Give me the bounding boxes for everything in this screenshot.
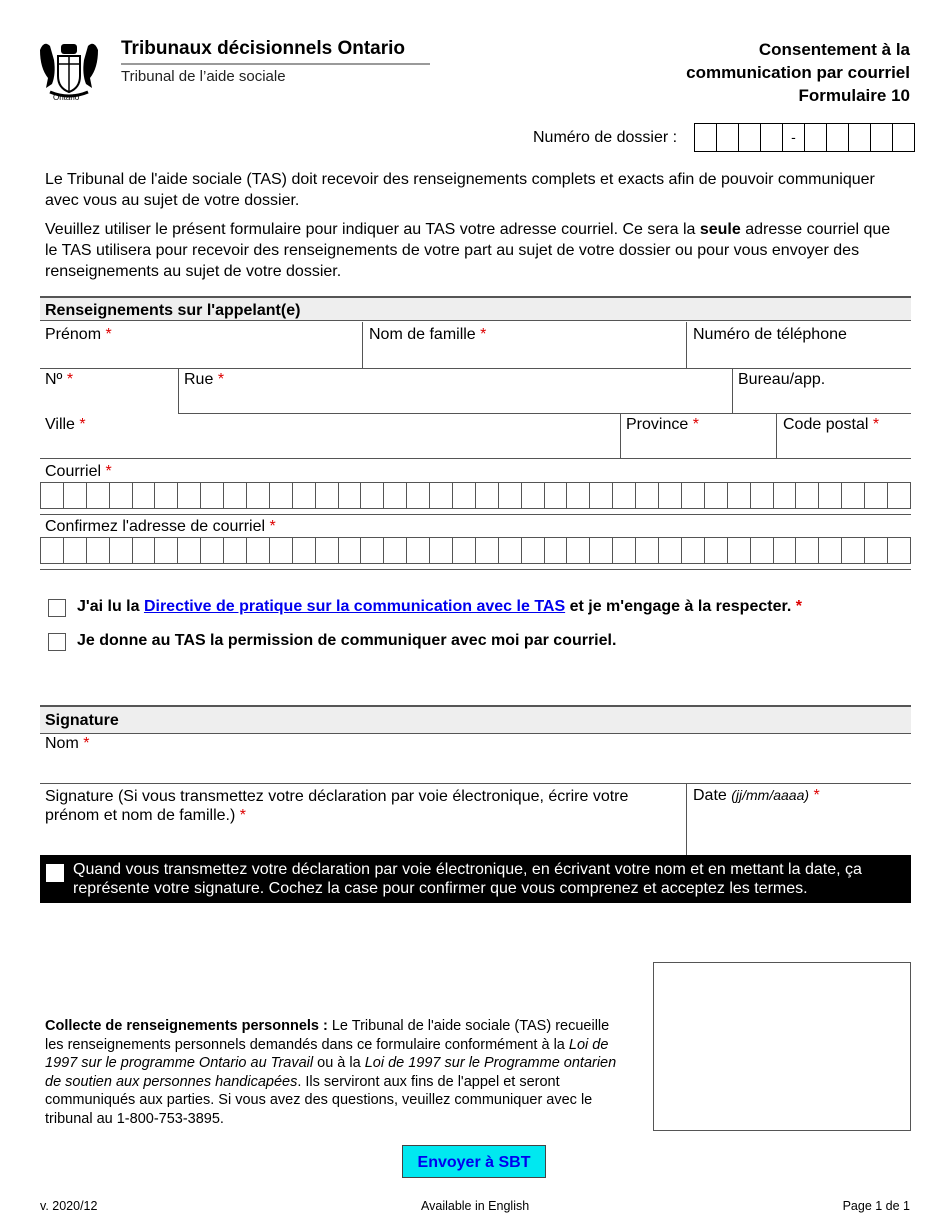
date-label[interactable] [693, 787, 820, 805]
label-text: Confirmez l'adresse de courriel [45, 518, 266, 535]
intro-emphasis: seule [699, 221, 741, 238]
signature-section-header: Signature [40, 705, 911, 734]
field-divider [686, 322, 687, 369]
email-permission-checkbox[interactable] [48, 633, 66, 651]
email-permission-text: Je donne au TAS la permission de communiquer avec moi par courriel. [77, 632, 617, 649]
required-mark: * [79, 416, 86, 433]
row-divider [40, 458, 911, 459]
phone-label[interactable]: Numéro de téléphone [693, 326, 847, 343]
privacy-text: . Ils serviront aux fins de l'appel et seront communiqués aux parties. Si vous avez des questions, veuillez communiquer avec le tribunal au 1-800-753-3895. [45, 1073, 593, 1127]
required-mark: * [480, 326, 487, 343]
signature-confirmation-text: Quand vous transmettez votre déclaration par voie électronique, en écrivant votre nom et en mettant la date, ça représente votre signature. Cochez la case pour confirmer que vous comprenez et acceptez les termes. [73, 861, 862, 897]
required-mark: * [239, 807, 246, 824]
file-number-cell[interactable] [717, 124, 739, 151]
organization-name: Tribunaux décisionnels Ontario [121, 38, 405, 59]
file-number-cell[interactable] [695, 124, 717, 151]
field-divider [732, 369, 733, 414]
law-title: Loi de 1997 sur le programme Ontario au Travail [45, 1036, 609, 1071]
privacy-text: Le Tribunal de l'aide sociale (TAS) recueille les renseignements personnels demandés dans ce formulaire conformément à la [45, 1018, 610, 1053]
required-mark: * [872, 416, 880, 433]
file-number-input[interactable] [694, 123, 915, 152]
form-title-line: communication par courriel [686, 63, 910, 82]
header-divider [121, 63, 430, 65]
file-number-cell[interactable] [761, 124, 783, 151]
required-mark: * [269, 518, 276, 535]
intro-text: Veuillez utiliser le présent formulaire pour indiquer au TAS votre adresse courriel. Ce sera la [45, 221, 700, 238]
required-mark: * [217, 371, 225, 388]
date-format-hint: (jj/mm/aaaa) [731, 787, 810, 803]
label-text: Nom de famille [369, 326, 476, 343]
signature-label[interactable] [45, 787, 675, 825]
file-number-cell[interactable] [739, 124, 761, 151]
street-label[interactable] [184, 371, 224, 389]
required-mark: * [105, 326, 112, 343]
file-number-cell[interactable] [827, 124, 849, 151]
intro-paragraph-2 [45, 219, 905, 282]
required-mark: * [692, 416, 699, 433]
file-number-cell[interactable] [805, 124, 827, 151]
practice-direction-checkbox[interactable] [48, 599, 66, 617]
required-mark: * [105, 463, 112, 480]
last-name-label[interactable] [369, 326, 486, 344]
label-text: Date [693, 787, 727, 804]
street-number-label[interactable] [45, 371, 73, 389]
law-title: Loi de 1997 sur le Programme ontarien de soutien aux personnes handicapées [45, 1055, 617, 1090]
signature-confirm-checkbox[interactable] [46, 864, 64, 882]
confirm-email-input[interactable] [40, 537, 911, 564]
form-title-line: Consentement à la [758, 40, 910, 59]
appellant-section-header: Renseignements sur l'appelant(e) [40, 296, 911, 321]
province-label[interactable] [626, 416, 699, 434]
file-number-separator: - [783, 124, 805, 151]
privacy-notice [45, 1017, 620, 1128]
practice-direction-link[interactable]: Directive de pratique sur la communication avec le TAS [143, 598, 566, 615]
label-text: Code postal [783, 416, 869, 433]
required-mark: * [66, 371, 74, 388]
file-number-label: Numéro de dossier : [533, 129, 678, 146]
consent-text: J'ai lu la [77, 598, 144, 615]
intro-text: adresse courriel que le TAS utilisera pour recevoir des renseignements de votre part au sujet de votre dossier ou pour vous envoyer des renseignements au sujet de votre dossier. [45, 221, 891, 280]
file-number-cell[interactable] [893, 124, 914, 151]
form-number: Formulaire 10 [798, 86, 910, 105]
label-text: Nº [45, 371, 63, 388]
form-version: v. 2020/12 [40, 1199, 98, 1213]
label-text: Prénom [45, 326, 102, 343]
consent-text: et je m'engage à la respecter. [565, 598, 792, 615]
crest-label: Ontario [53, 93, 80, 102]
available-in-english: Available in English [421, 1199, 530, 1213]
email-label [45, 463, 112, 481]
name-label[interactable] [45, 735, 89, 753]
label-text: Courriel [45, 463, 102, 480]
field-divider [776, 414, 777, 459]
label-text: Province [626, 416, 689, 433]
row-divider [40, 783, 911, 784]
field-divider [362, 322, 363, 369]
city-label[interactable] [45, 416, 86, 434]
required-mark: * [795, 598, 802, 615]
intro-paragraph-1: Le Tribunal de l'aide sociale (TAS) doit recevoir des renseignements complets et exacts afin de pouvoir communiquer avec vous au sujet de votre dossier. [45, 171, 875, 209]
file-number-cell[interactable] [849, 124, 871, 151]
file-number-cell[interactable] [871, 124, 893, 151]
row-divider [40, 368, 911, 369]
label-text: Ville [45, 416, 75, 433]
field-divider [178, 369, 179, 414]
label-text: Signature (Si vous transmettez votre déclaration par voie électronique, écrire votre prénom et nom de famille.) [45, 788, 629, 824]
label-text: Rue [184, 371, 214, 388]
submit-to-sbt-button[interactable]: Envoyer à SBT [402, 1145, 546, 1178]
row-divider [40, 514, 911, 515]
required-mark: * [83, 735, 90, 752]
row-divider [178, 413, 911, 414]
postal-code-label[interactable] [783, 416, 879, 434]
form-title [686, 38, 910, 107]
unit-label[interactable]: Bureau/app. [738, 371, 826, 388]
privacy-heading: Collecte de renseignements personnels : [45, 1018, 328, 1034]
page-number: Page 1 de 1 [842, 1199, 910, 1213]
email-input[interactable] [40, 482, 911, 509]
first-name-label[interactable] [45, 326, 112, 344]
confirm-email-label [45, 518, 276, 536]
tribunal-name: Tribunal de l’aide sociale [121, 68, 286, 85]
privacy-text: ou à la [313, 1055, 365, 1071]
field-divider [620, 414, 621, 459]
signature-confirmation-bar [40, 855, 911, 903]
row-divider [40, 569, 911, 570]
required-mark: * [813, 787, 820, 804]
field-divider [686, 784, 687, 856]
label-text: Nom [45, 735, 79, 752]
practice-direction-text [77, 598, 802, 616]
office-use-box [653, 962, 911, 1131]
